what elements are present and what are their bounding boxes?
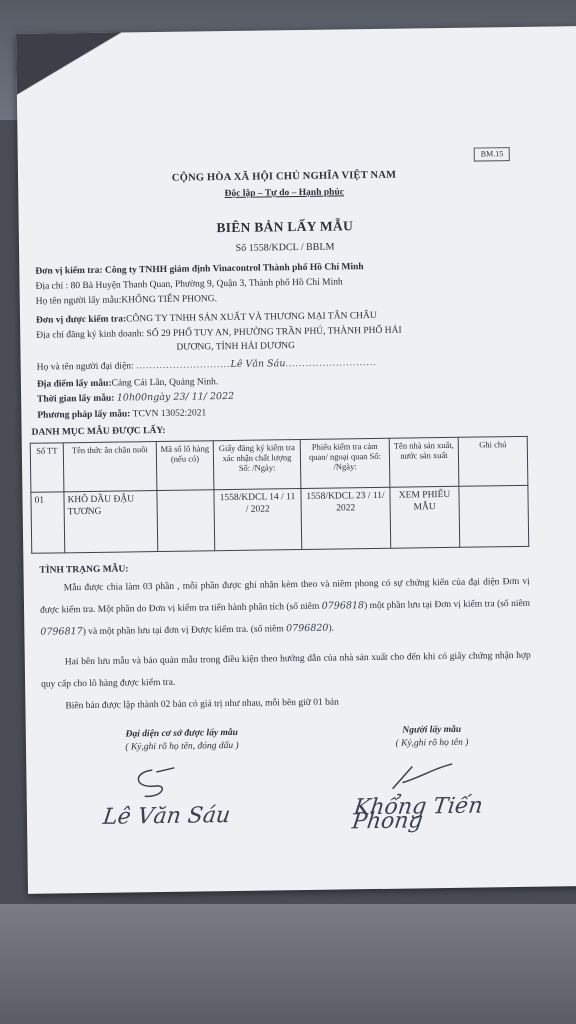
document-number: Số 1558/KDCL / BBLM [235, 241, 335, 254]
right-signature-mark [382, 758, 463, 799]
cell-check: 1558/KDCL 23 / 11/ 2022 [301, 487, 391, 549]
col-header: Tên thức ăn chăn nuôi [63, 442, 157, 492]
table-header-row [30, 436, 528, 492]
col-header: Mã số lô hàng (nếu có) [156, 441, 214, 491]
cell-note [459, 485, 529, 547]
national-motto: Độc lập – Tự do – Hạnh phúc [224, 187, 344, 200]
document-page [16, 26, 576, 894]
sampling-time: Thời gian lấy mẫu: 10h00ngày 23/ 11/ 2022 [37, 390, 235, 405]
sampler-name: Họ tên người lấy mẫu:KHỔNG TIẾN PHONG. [35, 294, 218, 307]
col-header: Số TT [30, 443, 64, 492]
inspected-unit: Đơn vị được kiểm tra:CÔNG TY TNHH SẢN XUẤT VÀ THƯƠNG MẠI TÂN CHÂU [35, 310, 377, 326]
national-title: CỘNG HÒA XÃ HỘI CHỦ NGHĨA VIỆT NAM [171, 169, 397, 184]
sampling-method: Phương pháp lấy mẫu: TCVN 13052:2021 [37, 408, 207, 421]
status-heading: TÌNH TRẠNG MẪU: [39, 564, 129, 576]
left-signature-name: Lê Văn Sáu [101, 803, 232, 830]
right-signature-name: Khổng Tiến Phong [350, 793, 485, 835]
left-signature-header [82, 726, 282, 755]
right-signature-subtitle: ( Ký,ghi rõ họ tên ) [395, 737, 469, 749]
sampling-place: Địa điểm lấy mẫu:Cảng Cái Lân, Quảng Ninh. [36, 377, 219, 390]
sample-list-heading: DANH MỤC MẪU ĐƯỢC LẤY: [31, 425, 166, 438]
inspector-address: Địa chỉ : 80 Bà Huyện Thanh Quan, Phường 9, Quận 3, Thành phố Hồ Chí Minh [35, 277, 343, 292]
table-row [31, 485, 529, 553]
right-signature-title: Người lấy mẫu [402, 724, 462, 736]
cell-registration: 1558/KDCL 14 / 11 / 2022 [214, 489, 302, 551]
status-paragraph-1: Mẫu được chia làm 03 phần , mỗi phần được ghi nhãn kèm theo và niêm phong có sự chứng kiến của đại diện Đơn vị được kiểm tra. Một phần do Đơn vị kiểm tra tiến hành phân tích (số niêm 0796818) một phần lưu tại Đơn vị kiểm tra (số niêm 0796817) và một phần lưu tại đơn vị Được kiểm tra. (số niêm 0796820). [40, 576, 531, 638]
cell-maker: XEM PHIẾU MẪU [390, 486, 460, 548]
folded-corner [16, 32, 127, 104]
form-code-box: BM.15 [474, 147, 511, 162]
status-paragraph-3: Biên bản được lập thành 02 bản có giá trị như nhau, mỗi bên giữ 01 bản [65, 697, 339, 712]
right-signature-header [352, 723, 512, 751]
col-header: Tên nhà sản xuất, nước sản xuất [389, 437, 459, 487]
cell-lot [157, 490, 215, 552]
sample-table [30, 436, 530, 554]
left-signature-mark [122, 762, 183, 803]
left-signature-title: Đại diện cơ sở được lấy mẫu [125, 727, 239, 740]
col-header: Giấy đăng ký kiểm tra xác nhận chất lượng Số: /Ngày: [213, 440, 301, 490]
inspected-address: Địa chỉ đăng ký kinh doanh: SỐ 29 PHỐ TUY AN, PHƯỜNG TRẦN PHÚ, THÀNH PHỐ HẢI [36, 325, 402, 341]
col-header: Phiếu kiểm tra cảm quan/ ngoại quan Số: /Ngày: [300, 438, 390, 488]
cell-name: KHÔ DẦU ĐẬU TƯƠNG [64, 491, 158, 553]
status-paragraph-2: Hai bên lưu mẫu và bảo quản mẫu trong điều kiện theo hướng dẫn của nhà sản xuất cho đến khi có giấy chứng nhận hợp quy cấp cho lô hàng được kiểm tra. [41, 650, 531, 690]
col-header: Ghi chú [458, 436, 528, 486]
inspector-unit: Đơn vị kiểm tra: Công ty TNHH giám định Vinacontrol Thành phố Hồ Chí Minh [35, 262, 364, 277]
document-title: BIÊN BẢN LẤY MẪU [216, 218, 354, 236]
cell-no: 01 [31, 492, 65, 553]
inspected-address-cont: DƯƠNG, TỈNH HẢI DƯƠNG [176, 341, 296, 353]
representative: Họ và tên người đại diện: ............................Lê Văn Sáu........................... [36, 357, 377, 373]
background-bottom [0, 904, 576, 1024]
left-signature-subtitle: ( Ký,ghi rõ họ tên, đóng dấu ) [125, 740, 239, 753]
